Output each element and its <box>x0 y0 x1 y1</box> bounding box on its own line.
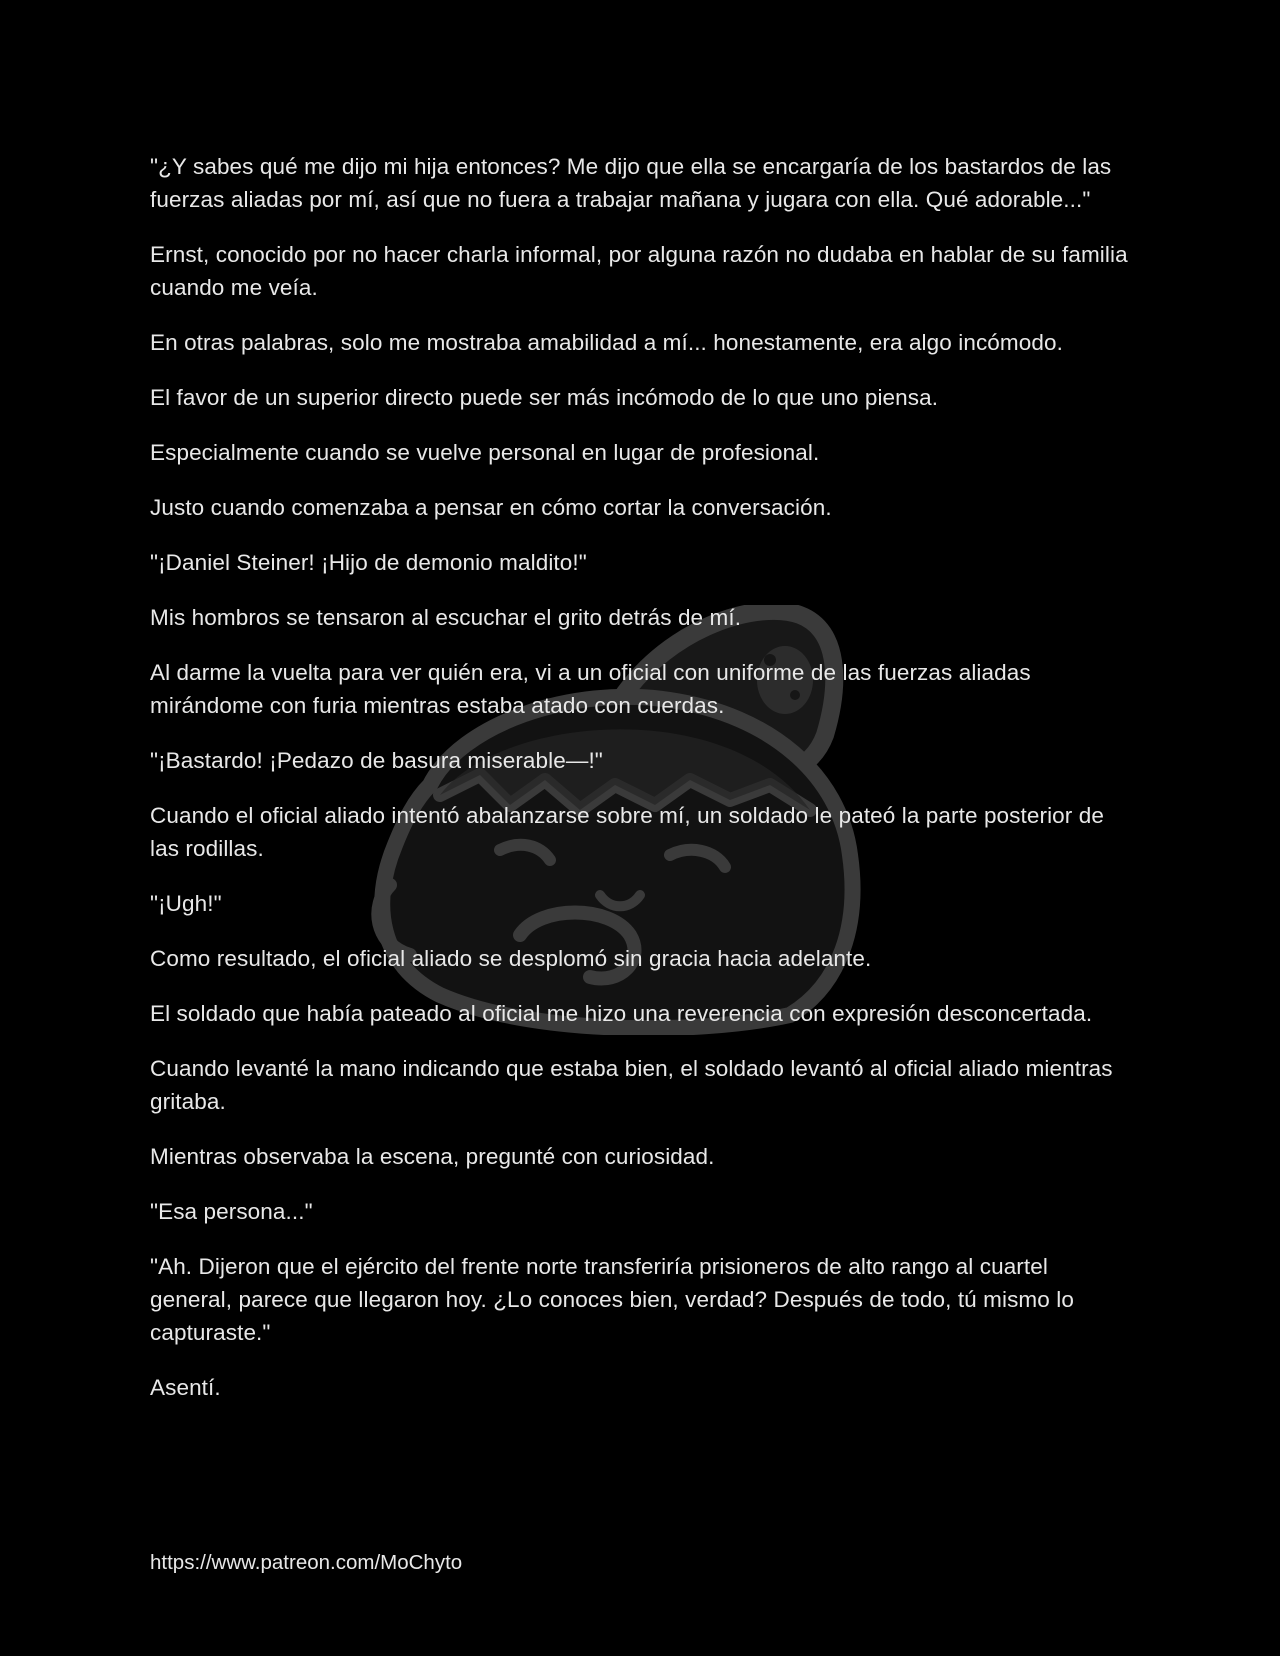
paragraph: Justo cuando comenzaba a pensar en cómo cortar la conversación. <box>150 495 832 520</box>
paragraph: Al darme la vuelta para ver quién era, vi a un oficial con uniforme de las fuerzas aliadas mirándome con furia mientras estaba atado con cuerdas. <box>150 660 1031 718</box>
chapter-text <box>150 150 1130 1426</box>
paragraph: Como resultado, el oficial aliado se desplomó sin gracia hacia adelante. <box>150 946 872 971</box>
paragraph: Cuando levanté la mano indicando que estaba bien, el soldado levantó al oficial aliado mientras gritaba. <box>150 1056 1113 1114</box>
paragraph: Cuando el oficial aliado intentó abalanzarse sobre mí, un soldado le pateó la parte posterior de las rodillas. <box>150 803 1104 861</box>
paragraph: En otras palabras, solo me mostraba amabilidad a mí... honestamente, era algo incómodo. <box>150 330 1063 355</box>
paragraph: El soldado que había pateado al oficial me hizo una reverencia con expresión desconcertada. <box>150 1001 1093 1026</box>
paragraph: "¡Ugh!" <box>150 891 222 916</box>
paragraph: Ernst, conocido por no hacer charla informal, por alguna razón no dudaba en hablar de su familia cuando me veía. <box>150 242 1128 300</box>
paragraph: Asentí. <box>150 1375 221 1400</box>
patreon-link[interactable]: https://www.patreon.com/MoChyto <box>150 1551 463 1574</box>
paragraph: Especialmente cuando se vuelve personal en lugar de profesional. <box>150 440 820 465</box>
paragraph: "Esa persona..." <box>150 1199 313 1224</box>
paragraph: "¡Bastardo! ¡Pedazo de basura miserable—!" <box>150 748 603 773</box>
paragraph: "¡Daniel Steiner! ¡Hijo de demonio maldito!" <box>150 550 587 575</box>
paragraph: "Ah. Dijeron que el ejército del frente norte transferiría prisioneros de alto rango al cuartel general, parece que llegaron hoy. ¿Lo conoces bien, verdad? Después de todo, tú mismo lo capturaste." <box>150 1254 1074 1345</box>
paragraph: El favor de un superior directo puede ser más incómodo de lo que uno piensa. <box>150 385 939 410</box>
paragraph: Mis hombros se tensaron al escuchar el grito detrás de mí. <box>150 605 742 630</box>
paragraph: Mientras observaba la escena, pregunté con curiosidad. <box>150 1144 715 1169</box>
paragraph: "¿Y sabes qué me dijo mi hija entonces? Me dijo que ella se encargaría de los bastardos de las fuerzas aliadas por mí, así que no fuera a trabajar mañana y jugara con ella. Qué adorable..." <box>150 154 1112 212</box>
